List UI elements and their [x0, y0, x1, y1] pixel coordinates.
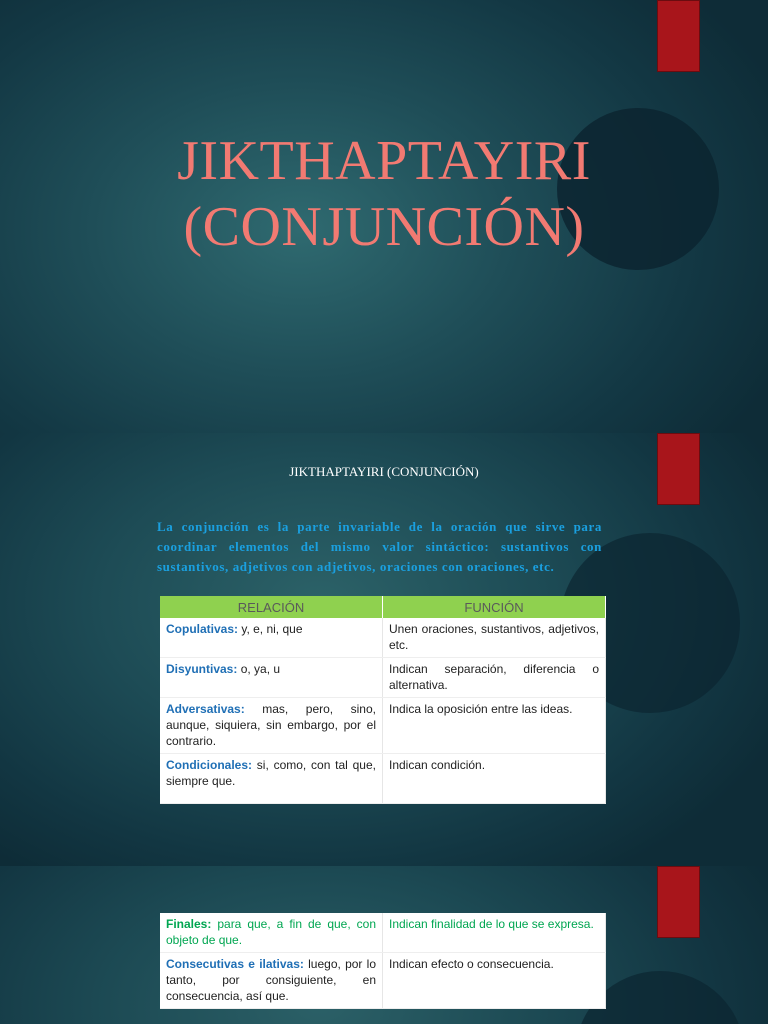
relation-key: Consecutivas e ilativas: — [166, 957, 304, 971]
table-row — [160, 953, 606, 1009]
title-line-1: JIKTHAPTAYIRI — [177, 130, 591, 192]
table-row — [160, 698, 606, 754]
relation-examples: luego, por lo tanto, por consiguiente, en consecuencia, así que. — [166, 957, 376, 1003]
table-header-row — [160, 596, 606, 618]
conjunction-table — [160, 596, 606, 804]
table-row — [160, 913, 606, 953]
relation-cell — [160, 953, 383, 1009]
function-cell: Indican efecto o consecuencia. — [383, 953, 606, 1009]
relation-examples: para que, a fin de que, con objeto de que. — [166, 917, 376, 947]
relation-cell — [160, 754, 383, 804]
red-accent-tab — [657, 866, 700, 938]
table-row — [160, 754, 606, 804]
relation-key: Disyuntivas: — [166, 662, 238, 676]
relation-cell — [160, 698, 383, 754]
conjunction-table-continued — [160, 913, 606, 1009]
relation-cell — [160, 618, 383, 658]
relation-examples: o, ya, u — [237, 662, 281, 676]
column-header-function: FUNCIÓN — [383, 596, 606, 618]
relation-cell — [160, 658, 383, 698]
relation-key: Copulativas: — [166, 622, 239, 636]
function-cell: Indican finalidad de lo que se expresa. — [383, 913, 606, 953]
title-slide — [0, 0, 768, 433]
function-cell: Indica la oposición entre las ideas. — [383, 698, 606, 754]
function-cell: Indican condición. — [383, 754, 606, 804]
slide-title — [0, 128, 768, 260]
slide-heading: JIKTHAPTAYIRI (CONJUNCIÓN) — [289, 464, 479, 479]
function-cell: Indican separación, diferencia o alternativa. — [383, 658, 606, 698]
column-header-relation: RELACIÓN — [160, 596, 383, 618]
continuation-slide — [0, 866, 768, 1024]
relation-examples: y, e, ni, que — [238, 622, 303, 636]
red-accent-tab — [657, 0, 700, 72]
content-slide — [0, 433, 768, 866]
relation-key: Adversativas: — [166, 702, 245, 716]
relation-key: Finales: — [166, 917, 212, 931]
relation-examples: mas, pero, sino, aunque, siquiera, sin embargo, por el contrario. — [166, 702, 376, 748]
title-line-2: (CONJUNCIÓN) — [183, 196, 585, 258]
relation-cell — [160, 913, 383, 953]
function-cell: Unen oraciones, sustantivos, adjetivos, etc. — [383, 618, 606, 658]
table-row — [160, 658, 606, 698]
intro-paragraph: La conjunción es la parte invariable de la oración que sirve para coordinar elementos del mismo valor sintáctico: sustantivos con sustantivos, adjetivos con adjetivos, oraciones con oraciones, etc. — [157, 519, 602, 574]
relation-examples: si, como, con tal que, siempre que. — [166, 758, 376, 788]
relation-key: Condicionales: — [166, 758, 253, 772]
table-row — [160, 618, 606, 658]
